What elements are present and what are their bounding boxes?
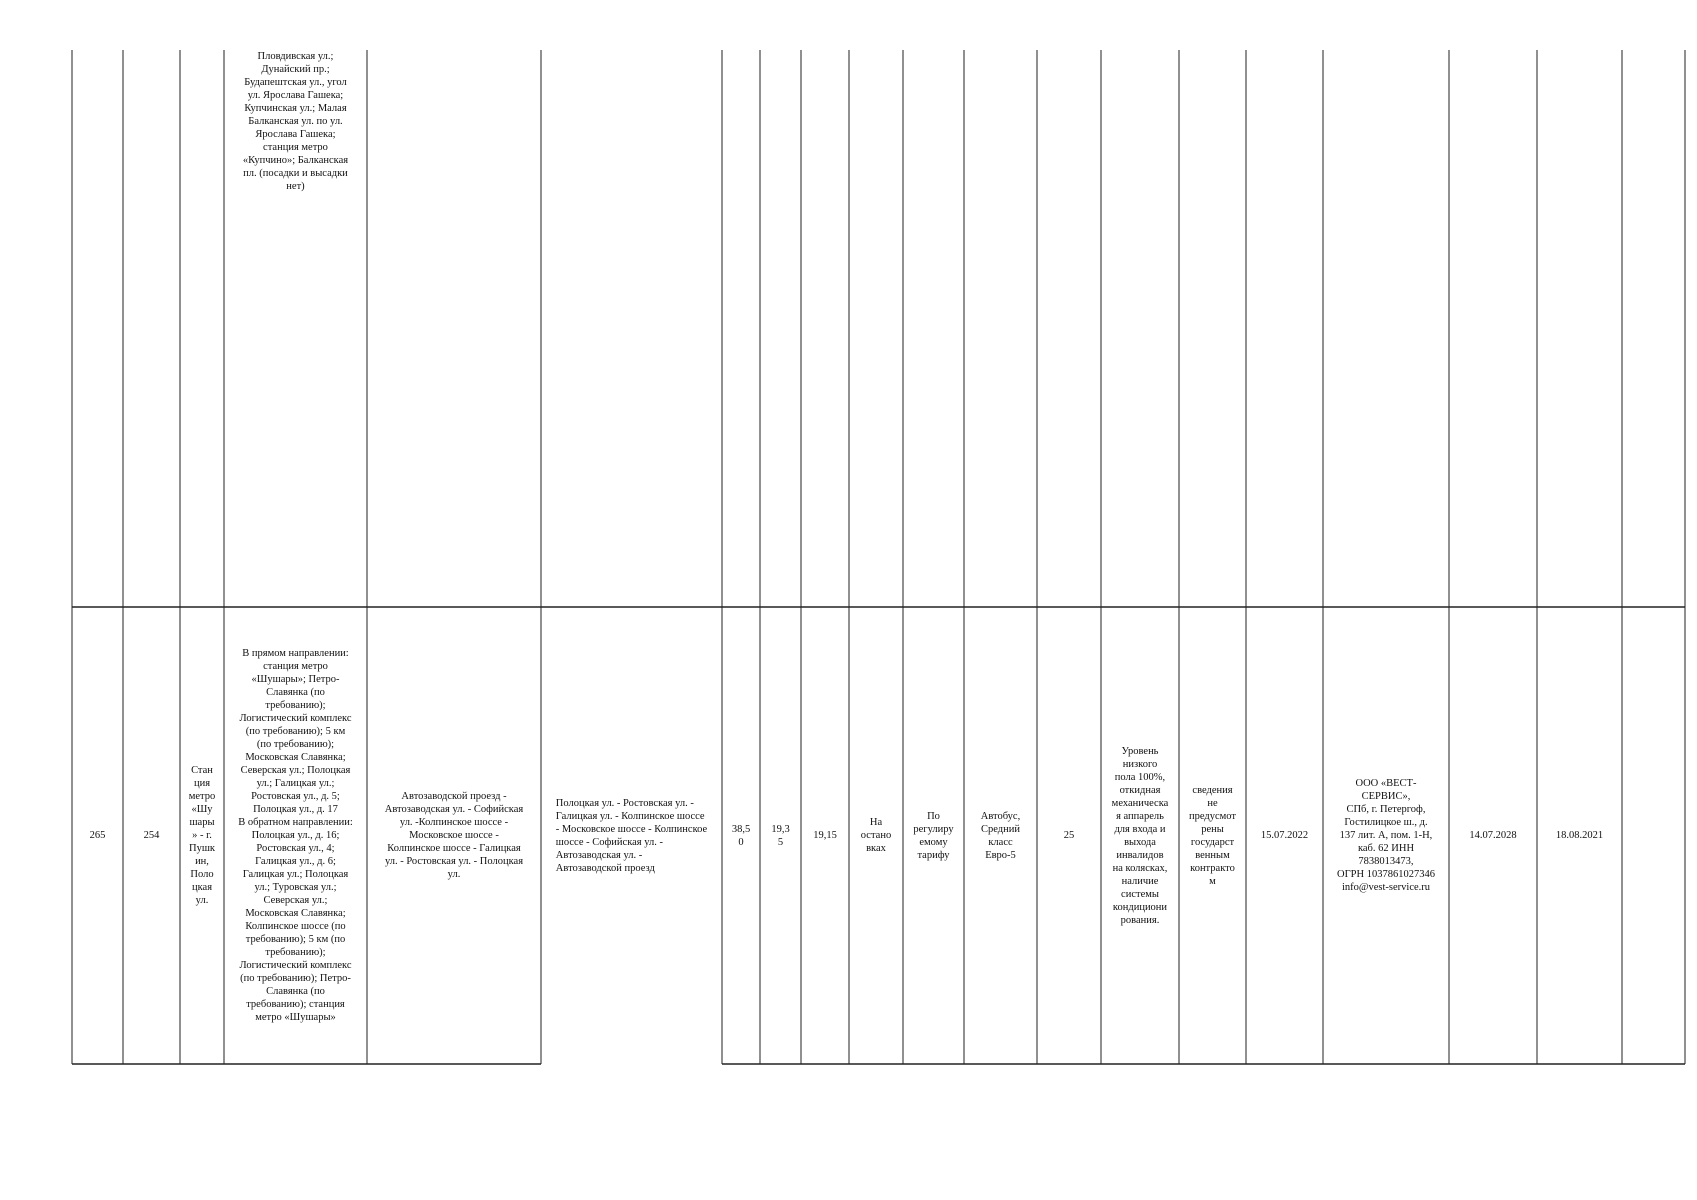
length-total: 38,5 0 [731, 823, 751, 848]
route-name: Стан ция метро «Шу шары » - г. Пушк ин, Поло цкая ул. [188, 765, 216, 906]
vehicle-count: 25 [1063, 830, 1075, 841]
continuation-stops-text: Пловдивская ул.; Дунайский пр.; Будапештская ул., угол ул. Ярослава Гашека; Купчинская ул.; Малая Балканская ул. по ул. Ярослава Гашека; станция метро «Купчино»; Балканская пл. (посадки и высадки нет) [242, 51, 349, 192]
reg-number: 265 [89, 830, 106, 841]
route-name-cell [180, 607, 224, 1064]
continuation-stops-cell [226, 50, 365, 200]
stops-list: В прямом направлении: станция метро «Шушары»; Петро- Славянка (по требованию); Логистический комплекс (по требованию); 5 км (по требованию); Московская Славянка; Северская ул.; Полоцкая ул.; Галицкая ул.; Ростовская ул., д. 5; Полоцкая ул., д. 17 В обратном направлении: Полоцкая ул., д. 16; Ростовская ул., 4; Галицкая ул., д. 6; Галицкая ул.; Полоцкая ул.; Туровская ул.; Северская ул.; Московская Славянка; Колпинское шоссе (по требованию); 5 км (по требованию); Логистический комплекс (по требованию); Петро- Славянка (по требованию); станция метро «Шушары» [238, 648, 353, 1023]
route-number-cell [123, 607, 180, 1064]
tariff: По регулиру емому тарифу [913, 810, 954, 861]
carrier-cell [1323, 607, 1449, 1064]
stop-order-cell [849, 607, 903, 1064]
features: Уровень низкого пола 100%, откидная механическа я аппарель для входа и выхода инвалидов на колясках, наличие системы кондициони рования. [1111, 745, 1169, 926]
tariff-cell [903, 607, 964, 1064]
length-forward: 19,3 5 [771, 823, 790, 848]
carrier: ООО «ВЕСТ- СЕРВИС», СПб, г. Петергоф, Гостилицкое ш., д. 137 лит. А, пом. 1-Н, каб. 62 ИНН 7838013473, ОГРН 1037861027346 info@vest-service.ru [1337, 778, 1435, 893]
notes-cell [1622, 607, 1685, 1064]
vehicle-cell [964, 607, 1037, 1064]
route-number: 254 [143, 830, 160, 841]
contract-info: сведения не предусмот рены государст венным контракто м [1189, 784, 1236, 887]
contract-info-cell [1179, 607, 1246, 1064]
features-cell [1101, 607, 1179, 1064]
issue-date-cell [1537, 607, 1622, 1064]
length-backward: 19,15 [813, 830, 837, 841]
length-forward-cell [760, 607, 801, 1064]
end-date-cell [1449, 607, 1537, 1064]
start-date: 15.07.2022 [1260, 830, 1309, 841]
stop-order: На остано вках [860, 817, 892, 854]
length-total-cell [722, 607, 760, 1064]
streets-forward-cell [367, 607, 541, 1064]
vehicle: Автобус, Средний класс Евро-5 [980, 810, 1021, 861]
length-backward-cell [801, 607, 849, 1064]
streets-backward: Полоцкая ул. - Ростовская ул. - Галицкая ул. - Колпинское шоссе - Московское шоссе - Колпинское шоссе - Софийская ул. - Автозаводская ул. - Автозаводской проезд [555, 797, 708, 874]
reg-number-cell [72, 607, 123, 1064]
end-date: 14.07.2028 [1469, 830, 1517, 841]
issue-date: 18.08.2021 [1555, 830, 1604, 841]
streets-forward: Автозаводской проезд - Автозаводская ул. - Софийская ул. -Колпинское шоссе - Московское шоссе - Колпинское шоссе - Галицкая ул. - Ростовская ул. - Полоцкая ул. [384, 791, 524, 880]
vehicle-count-cell [1037, 607, 1101, 1064]
start-date-cell [1246, 607, 1323, 1064]
streets-backward-cell [545, 607, 718, 1064]
stops-cell [224, 607, 367, 1064]
